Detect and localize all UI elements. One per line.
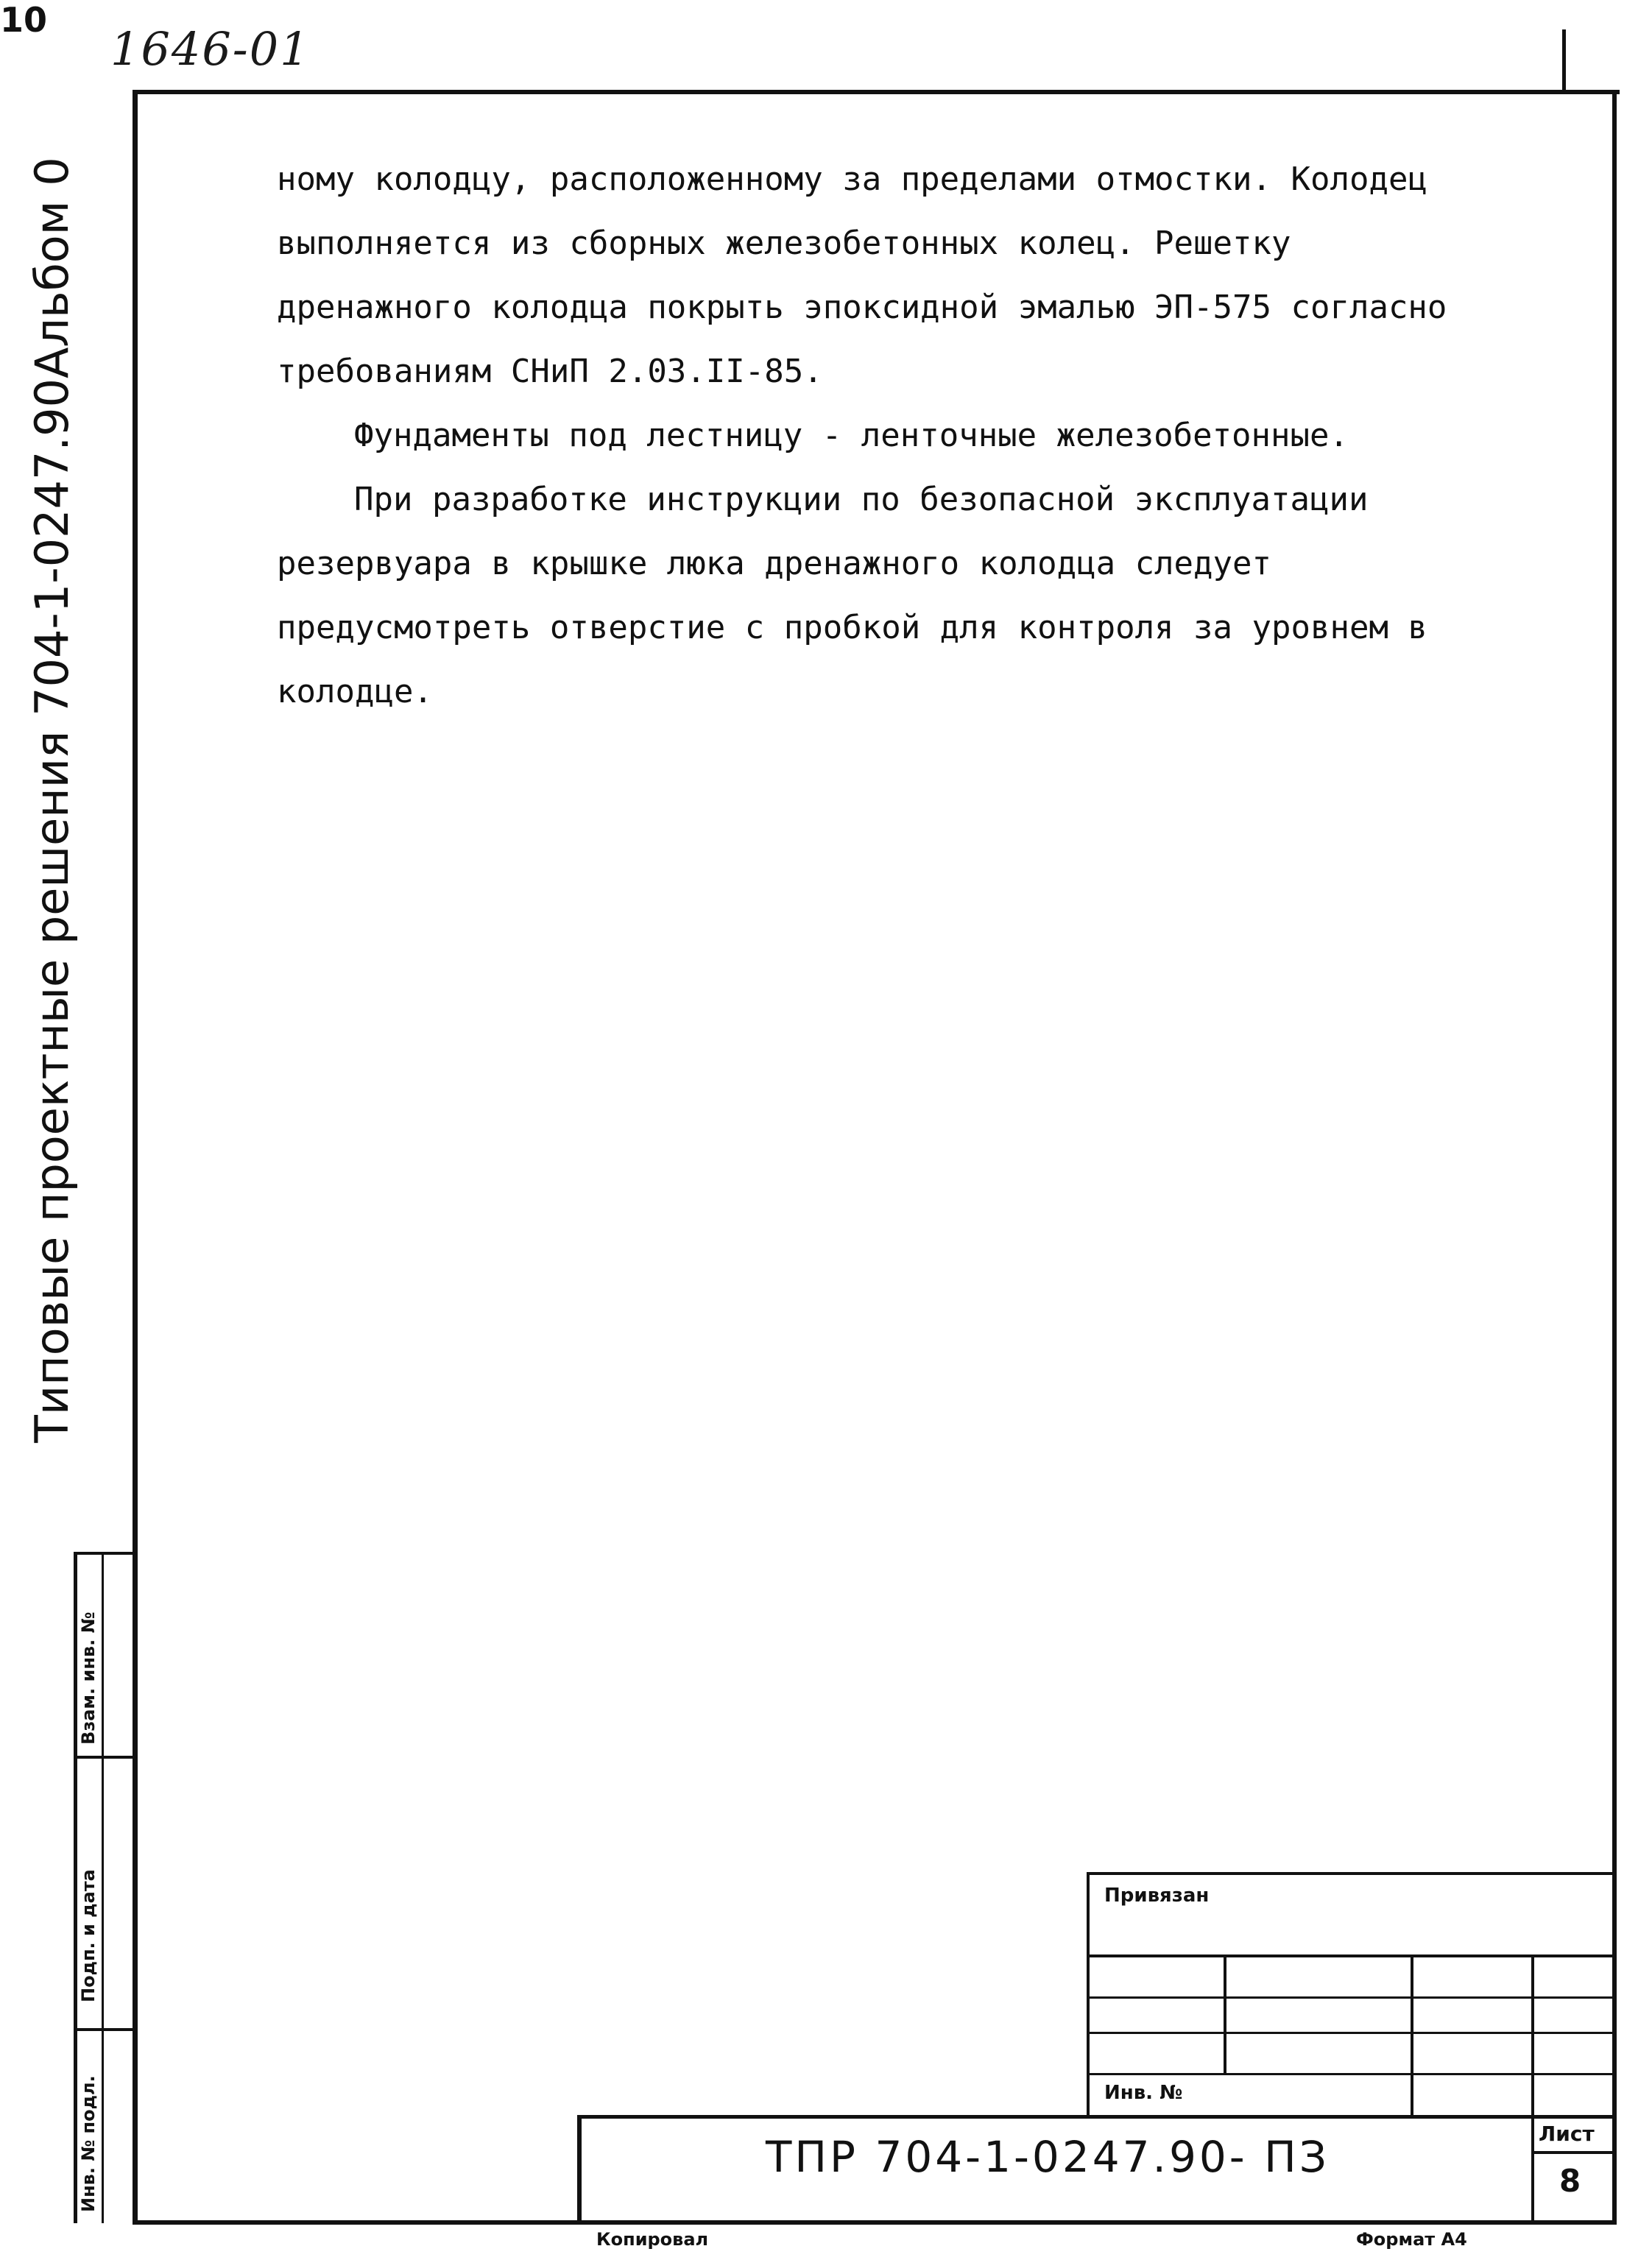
stamp-label-inv-podl: Инв. № подл. [78,2075,99,2212]
tb-main-top [577,2115,1615,2119]
privyazan-label: Привязан [1104,1885,1210,1907]
tb-col-3 [1531,1954,1534,2223]
frame-bottom [133,2220,1617,2225]
frame-top [133,90,1620,94]
handwritten-document-number: 1646-01 [110,22,311,76]
stamp-divider [102,1552,104,2223]
paragraph-1: ному колодцу, расположенному за пределами отмостки. Колодец выполняется из сборных железобетонных колец. Решетку дренажного колодца покрыть эпоксидной эмалью ЭП-575 согласно требованиям СНиП 2.03.II-85. [277,160,1447,390]
album-label: Альбом 0 [24,157,79,379]
tb-left [1087,1872,1090,2119]
stamp-row-1 [74,1756,136,1759]
page-number-tick [1562,29,1566,92]
tb-col-1 [1224,1954,1226,2075]
paragraph-3: При разработке инструкции по безопасной эксплуатации резервуара в крышке люка дренажного колодца следует предусмотреть отверстие с пробкой для контроля за уровнем в колодце. [277,481,1427,710]
sheet-label: Лист [1539,2122,1595,2146]
tb-row-4 [1087,2073,1615,2075]
stamp-row-2 [74,2028,136,2031]
tb-row-2 [1087,1996,1615,1999]
paragraph-2: Фундаменты под лестницу - ленточные железобетонные. [354,417,1349,454]
format-label: Формат А4 [1356,2229,1467,2250]
frame-right [1612,90,1617,2225]
series-title: Типовые проектные решения 704-1-0247.90 [24,378,79,1443]
tb-col-2 [1411,1954,1413,2116]
document-code: ТПР 704-1-0247.90- ПЗ [766,2132,1330,2182]
tb-row-1 [1087,1954,1615,1957]
album-side-title [22,157,81,1443]
tb-row-3 [1087,2032,1615,2034]
tb-sheet-divider [1531,2151,1615,2154]
frame-left [133,90,138,2225]
stamp-label-podp-data: Подп. и дата [78,1869,99,2002]
stamp-top [74,1552,136,1555]
copied-label: Копировал [596,2229,709,2250]
inv-no-label: Инв. № [1104,2082,1183,2104]
stamp-outer-left [74,1552,77,2223]
page-number: 10 [0,0,48,40]
tb-main-left [577,2115,582,2224]
stamp-label-vzam-inv: Взам. инв. № [78,1611,99,1745]
main-text [277,147,1484,724]
tb-top [1087,1872,1615,1875]
sheet-number: 8 [1559,2163,1581,2199]
